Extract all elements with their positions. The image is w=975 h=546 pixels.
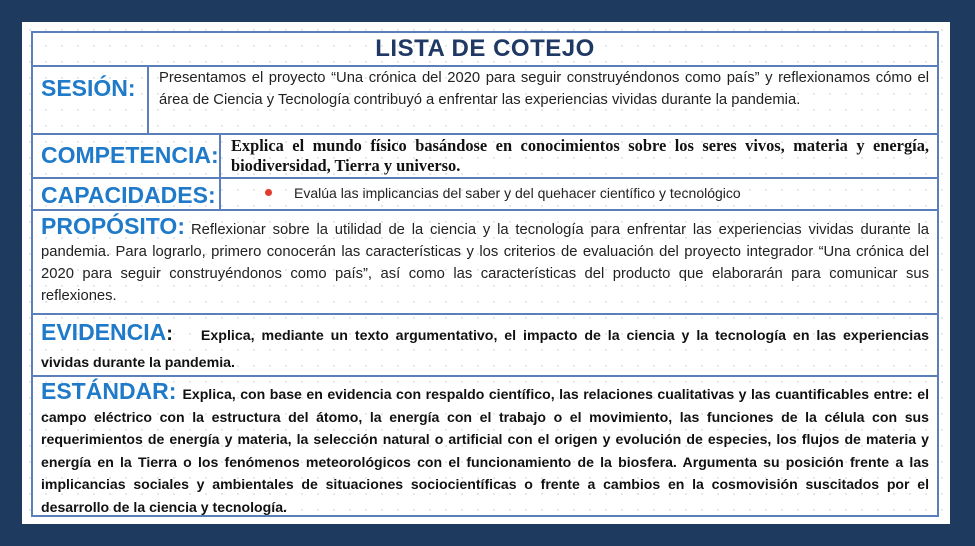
proposito-text: Reflexionar sobre la utilidad de la ciencia y la tecnología para enfrentar las experiencias vividas durante la pandemia. Para lograrlo, primero conocerán las características y los criterios de evaluación del proyecto integrador “Una crónica del 2020 para seguir construyéndonos como país”, así como las características del producto que elaborarán para comunicar sus reflexiones. (41, 222, 929, 304)
evidencia-text: Explica, mediante un texto argumentativo, el impacto de la ciencia y la tecnología en las experiencias vividas durante la pandemia. (41, 328, 929, 371)
evidencia-colon: : (166, 323, 173, 345)
estandar-row (33, 377, 937, 515)
checklist-frame (31, 31, 939, 517)
sesion-text: Presentamos el proyecto “Una crónica del 2020 para seguir construyéndonos como país” y reflexionamos cómo el área de Ciencia y Tecnología contribuyó a enfrentar las experiencias vividas durante la pandemia. (159, 70, 929, 108)
checklist-card (22, 22, 950, 524)
evidencia-label: EVIDENCIA (41, 319, 167, 345)
capacidades-label: CAPACIDADES: (41, 182, 216, 208)
proposito-label: PROPÓSITO: (41, 213, 185, 239)
sesion-label: SESIÓN: (41, 75, 136, 101)
sesion-label-cell (33, 65, 149, 133)
capacidades-list (221, 179, 937, 209)
estandar-label: ESTÁNDAR: (41, 378, 177, 404)
list-item (259, 184, 929, 202)
capacidades-label-cell (33, 179, 221, 209)
estandar-text: Explica, con base en evidencia con respaldo científico, las relaciones cualitativas y las cuantificables entre: el campo eléctrico con la estructura del átomo, la energía con el trabajo o el movimiento, las funciones de la célula con sus requerimientos de energía y materia, la selección natural o artificial con el origen y evolución de especies, los flujos de materia y energía en la Tierra o los fenómenos meteorológicos con el funcionamiento de la biosfera. Argumenta su posición frente a las implicancias sociales y ambientales de situaciones sociocientíficas o frente a cambios en la cosmovisión suscitados por el desarrollo de la ciencia y tecnología. (41, 386, 929, 515)
competencia-text: Explica el mundo físico basándose en conocimientos sobre los seres vivos, materia y energía, biodiversidad, Tierra y universo. (231, 136, 929, 175)
bullet-icon (265, 189, 272, 196)
evidencia-row (33, 315, 937, 377)
competencia-row (33, 135, 937, 179)
competencia-label-cell (33, 135, 221, 177)
capacidad-text: Evalúa las implicancias del saber y del quehacer científico y tecnológico (294, 185, 741, 201)
proposito-row (33, 211, 937, 315)
capacidades-row (33, 179, 937, 211)
competencia-label: COMPETENCIA: (41, 142, 219, 168)
sesion-row (33, 65, 937, 135)
page-title: LISTA DE COTEJO (33, 33, 937, 67)
